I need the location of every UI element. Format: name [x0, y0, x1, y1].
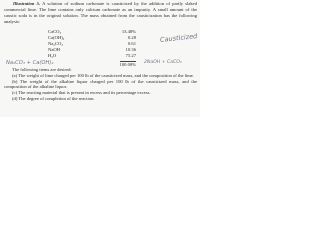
compound-name: Na₂CO₃	[48, 41, 63, 46]
question-item: (c) The reacting material that is present in excess and its percentage excess.	[12, 90, 151, 96]
handwritten-reaction-left: Na₂CO₃ + Ca(OH)₂	[6, 60, 54, 66]
illustration-label: Illustration 5.	[13, 1, 41, 6]
question-item: (d) The degree of completion of the reaction.	[12, 95, 95, 101]
textbook-page	[0, 0, 200, 117]
analysis-total: 100.00%	[119, 62, 136, 67]
question-item: (a) The weight of lime charged per 100 lb of the causticized mass, and the composition of the lime.	[12, 72, 194, 78]
compound-name: Ca(OH)₂	[48, 35, 65, 40]
analysis-table	[48, 29, 136, 59]
question-item: (b) The weight of the alkaline liquor charged per 100 lb of the causticized mass, and the composition of the alkaline liquor.	[4, 78, 197, 90]
compound-value: 0.61	[127, 41, 136, 46]
questions-lead: The following items are desired:	[12, 67, 72, 72]
problem-intro	[4, 1, 197, 25]
compound-value: 75.27	[125, 53, 136, 58]
compound-name: NaOH	[48, 47, 60, 52]
compound-name: H₂O	[48, 53, 57, 58]
handwritten-margin-note: Causticized	[159, 32, 198, 44]
compound-value: 10.36	[125, 47, 136, 52]
intro-text: A solution of sodium carbonate is causticized by the addition of partly slaked commercial lime. The lime contains only calcium carbonate as an impurity. A small amount of the caustic soda is in the original solution. The mass obtained from the causticization has the following analysis:	[4, 1, 197, 24]
analysis-row	[48, 53, 136, 59]
handwritten-reaction-right: 2NaOH + CaCO₃	[144, 60, 182, 65]
compound-value: 0.28	[127, 35, 136, 40]
compound-name: CaCO₃	[48, 29, 62, 34]
questions-section	[4, 67, 197, 102]
compound-value: 13.48%	[121, 29, 136, 34]
